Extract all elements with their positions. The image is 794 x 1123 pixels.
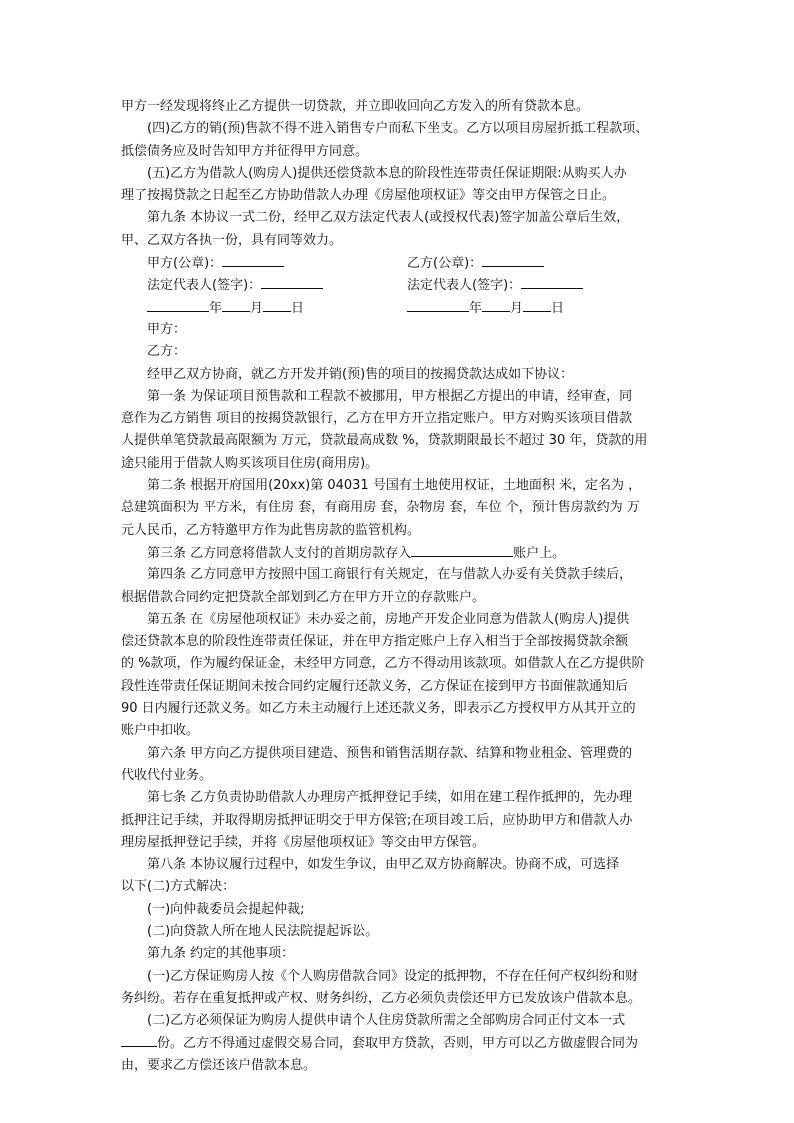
text-line: 理房屋抵押登记手续，并将《房屋他项权证》等交由甲方保管。 <box>121 834 486 850</box>
paragraph-guarantee-period <box>121 163 677 208</box>
document-body <box>121 96 677 1077</box>
text-line: (四)乙方的销(预)售款不得不进入销售专户而私下坐支。乙方以项目房屋折抵工程款项、 <box>147 121 649 137</box>
text-line: 甲方一经发现将终止乙方提供一切贷款，并立即收回向乙方发入的所有贷款本息。 <box>121 99 590 114</box>
text-line: 根据借款合同约定把贷款全部划到乙方在甲方开立的存款账户。 <box>121 589 486 605</box>
option-arbitration: (一)向仲裁委员会提起仲裁; <box>147 901 305 917</box>
article-1 <box>121 386 677 475</box>
text-line: 第一条 为保证项目预售款和工程款不被挪用，甲方根据乙方提出的申请，经审查，同 <box>147 388 633 404</box>
party-b-rep-label: 法定代表人(签字)： <box>407 278 522 294</box>
party-a-seal-blank <box>222 252 284 267</box>
text-line: 甲、乙双方各执一份，具有同等效力。 <box>121 232 343 248</box>
article-5 <box>121 609 677 743</box>
text-line: 以下(二)方式解决： <box>121 879 236 895</box>
text-line: (一)乙方保证购房人按《个人购房借款合同》设定的抵押物，不存在任何产权纠纷和财 <box>147 968 639 984</box>
text-line: 抵押注记手续，并取得期房抵押证明交于甲方保管;在项目竣工后，应协助甲方和借款人办 <box>121 812 633 828</box>
copies-blank <box>121 1032 157 1047</box>
party-a-seal-label: 甲方(公章)： <box>147 256 223 272</box>
month-label: 月 <box>510 300 524 316</box>
party-a-rep-label: 法定代表人(签字)： <box>147 278 262 294</box>
date-a-year-blank <box>147 297 209 312</box>
copies-text: 份。乙方不得通过虚假交易合同，套取甲方贷款，否则，甲方可以乙方做虚假合同为 <box>157 1036 639 1052</box>
text-line: 段性连带责任保证期间未按合同约定履行还款义务，乙方保证在接到甲方书面催款通知后 <box>121 678 629 694</box>
text-line: (二)乙方必须保证为购房人提供申请个人住房贷款所需之全部购房合同正付文本一式 <box>147 1013 626 1029</box>
party-b-rep-blank <box>521 274 583 289</box>
day-label: 日 <box>551 300 565 316</box>
date-b-month-blank <box>482 297 510 312</box>
text-line: 第六条 甲方向乙方提供项目建造、预售和销售活期存款、结算和物业租金、管理费的 <box>147 745 633 761</box>
account-blank <box>411 542 513 557</box>
day-label: 日 <box>291 300 305 316</box>
party-a-line: 甲方： <box>147 321 187 337</box>
article-4 <box>121 564 677 609</box>
text-line: 元人民币，乙方特邀甲方作为此售房款的监管机构。 <box>121 522 421 538</box>
paragraph-article-9-copies <box>121 207 677 252</box>
text-line: 人提供单笔贷款最高限额为 万元，贷款最高成数 %，贷款期限最长不超过 30 年，贷款的用 <box>121 433 648 449</box>
text-line: 第九条 本协议一式二份，经甲乙双方法定代表人(或授权代表)签字加盖公章后生效， <box>147 210 630 226</box>
text-line: 意作为乙方销售 项目的按揭贷款银行，乙方在甲方开立指定账户。甲方对购买该项目借款 <box>121 411 633 427</box>
option-litigation: (二)向贷款人所在地人民法院提起诉讼。 <box>147 923 379 939</box>
text-line: 账户中扣收。 <box>121 723 200 739</box>
date-a-month-blank <box>222 297 250 312</box>
text-line: 抵偿债务应及时告知甲方并征得甲方同意。 <box>121 143 369 159</box>
year-label: 年 <box>209 300 223 316</box>
text-line: 理了按揭贷款之日起至乙方协助借款人办理《房屋他项权证》等交由甲方保管之日止。 <box>121 188 616 204</box>
article-8 <box>121 854 677 899</box>
signature-rep-row <box>121 274 677 296</box>
article-7 <box>121 787 677 854</box>
article-3-tail: 账户上。 <box>513 545 566 561</box>
party-a-rep-blank <box>261 274 323 289</box>
year-label: 年 <box>469 300 483 316</box>
text-line: 第四条 乙方同意甲方按照中国工商银行有关规定，在与借款人办妥有关贷款手续后， <box>147 567 633 583</box>
text-line: 由，要求乙方偿还该户借款本息。 <box>121 1057 317 1073</box>
date-b-day-blank <box>523 297 551 312</box>
month-label: 月 <box>250 300 264 316</box>
article-2 <box>121 475 677 542</box>
article-3 <box>121 542 677 564</box>
text-line: 务纠纷。若存在重复抵押或产权、财务纠纷，乙方必须负责偿还甲方已发放该户借款本息。 <box>121 990 642 1006</box>
text-line: 代收代付业务。 <box>121 767 213 783</box>
text-line: 的 %款项，作为履约保证金，未经甲方同意，乙方不得动用该款项。如借款人在乙方提供阶 <box>121 656 645 672</box>
text-line: 偿还贷款本息的阶段性连带责任保证，并在甲方指定账户上存入相当于全部按揭贷款余额 <box>121 634 629 650</box>
date-a-day-blank <box>263 297 291 312</box>
party-b-seal-label: 乙方(公章)： <box>407 256 483 272</box>
clause-contract-copies <box>121 1010 677 1077</box>
signature-seal-row <box>121 252 677 274</box>
party-b-line: 乙方： <box>147 344 187 360</box>
article-6 <box>121 743 677 788</box>
article-9-other: 第九条 约定的其他事项： <box>147 946 295 962</box>
text-line: (五)乙方为借款人(购房人)提供还偿贷款本息的阶段性连带责任保证期限:从购买人办 <box>147 165 627 181</box>
text-line: 经甲乙双方协商，就乙方开发并销(预)售的项目的按揭贷款达成如下协议： <box>147 366 574 382</box>
clause-collateral <box>121 966 677 1011</box>
text-line: 第七条 乙方负责协助借款人办理房产抵押登记手续，如用在建工程作抵押的，先办理 <box>147 790 633 806</box>
text-line: 总建筑面积为 平方米，有住房 套，有商用房 套，杂物房 套，车位 个，预计售房款约为 万 <box>121 500 640 516</box>
text-line <box>121 1032 677 1054</box>
text-line: 途只能用于借款人购买该项目住房(商用房)。 <box>121 455 379 471</box>
paragraph-sales-proceeds <box>121 118 677 163</box>
text-line: 90 日内履行还款义务。如乙方未主动履行上述还款义务，即表示乙方授权甲方从其开立的 <box>121 701 636 717</box>
article-3-text: 第三条 乙方同意将借款人支付的首期房款存入 <box>147 545 412 561</box>
text-line: 第八条 本协议履行过程中，如发生争议，由甲乙双方协商解决。协商不成，可选择 <box>147 857 620 873</box>
paragraph-termination <box>121 96 677 118</box>
date-b-year-blank <box>407 297 469 312</box>
text-line: 第五条 在《房屋他项权证》未办妥之前，房地产开发企业同意为借款人(购房人)提供 <box>147 611 630 627</box>
party-b-seal-blank <box>482 252 544 267</box>
signature-date-row <box>121 297 677 319</box>
text-line: 第二条 根据开府国用(20xx)第 04031 号国有土地使用权证，土地面积 米，定名为 ， <box>147 478 642 494</box>
